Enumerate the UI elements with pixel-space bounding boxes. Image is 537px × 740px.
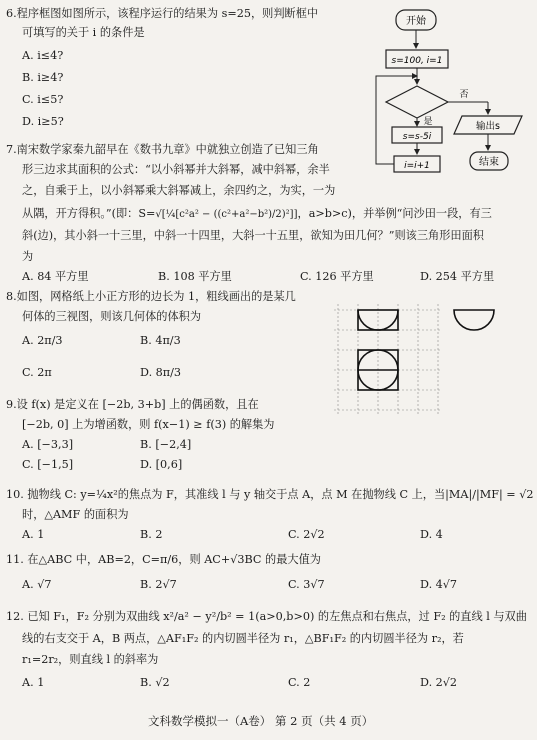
q6-option-a: A. i≤4? [22,49,64,62]
flowchart-update-s-label: s=s-5i [402,132,432,142]
q7-option-c: C. 126 平方里 [300,270,374,283]
q6-stem-line2: 可填写的关于 i 的条件是 [22,26,145,39]
q9-line1: 9.设 f(x) 是定义在 [−2b, 3+b] 上的偶函数，且在 [6,398,259,411]
q12-option-d: D. 2√2 [420,676,458,689]
q7-line6: 为 [22,250,34,263]
q8-option-b: B. 4π/3 [140,334,181,347]
q7-option-d: D. 254 平方里 [420,270,495,283]
q8-option-c: C. 2π [22,366,52,379]
flowchart-update-i-label: i=i+1 [404,161,430,171]
q11-option-d: D. 4√7 [420,578,458,591]
q10-line2: 时，△AMF 的面积为 [22,508,129,521]
q12-option-b: B. √2 [140,676,170,689]
q10-option-a: A. 1 [22,528,45,541]
q7-heron-formula: √[¼[c²a² − ((c²+a²−b²)/2)²]] [155,209,298,220]
q7-line4-end: ，a>b>c)，并举例“问沙田一段，有三 [297,207,492,220]
q7-line4-start: 从隅，开方得积。”(即：S= [22,207,156,220]
q10-option-d: D. 4 [420,528,443,541]
q7-line2: 形三边求其面积的公式：“以小斜幂并大斜幂，减中斜幂，余半 [22,163,330,176]
q11-option-b: B. 2√7 [140,578,177,591]
q8-option-a: A. 2π/3 [22,334,63,347]
q10-line1-start: 10. 抛物线 C: y= [6,488,97,501]
q6-stem-line1: 6.程序框图如图所示，该程序运行的结果为 s=25，则判断框中 [6,7,319,20]
three-view-figure [328,298,508,420]
q7-line5: 斜(边)，其小斜一十三里，中斜一十四里，大斜一十五里，欲知为田几何？”则该三角形田面积 [22,229,484,242]
flowchart-end-label: 结束 [479,157,499,168]
q9-option-c: C. [−1,5] [22,458,74,471]
q8-option-d: D. 8π/3 [140,366,182,379]
q12-option-a: A. 1 [22,676,45,689]
q7-option-b: B. 108 平方里 [158,270,232,283]
q10-option-c: C. 2√2 [288,528,325,541]
q6-option-d: D. i≥5? [22,115,64,128]
flowchart-decision [386,86,448,118]
q9-option-d: D. [0,6] [140,458,183,471]
q9-line2: [−2b, 0] 上为增函数，则 f(x−1) ≥ f(3) 的解集为 [22,418,275,431]
q12-line2: 线的右支交于 A，B 两点，△AF₁F₂ 的内切圆半径为 r₁，△BF₁F₂ 的内切圆半径为 r₂，若 [22,632,464,645]
q12-line1: 12. 已知 F₁，F₂ 分别为双曲线 x²/a² − y²/b² = 1(a>0,b>0) 的左焦点和右焦点，过 F₂ 的直线 l 与双曲 [6,610,527,623]
q6-option-c: C. i≤5? [22,93,64,106]
q11-option-c: C. 3√7 [288,578,325,591]
q7-line3: 之，自乘于上，以小斜幂乘大斜幂减上，余四约之，为实，一为 [22,184,336,197]
q7-option-a: A. 84 平方里 [22,270,89,283]
q8-line2: 何体的三视图，则该几何体的体积为 [22,310,202,323]
q10-line1 [6,488,533,502]
q7-line1: 7.南宋数学家秦九韶早在《数书九章》中就独立创造了已知三角 [6,143,319,156]
q6-option-b: B. i≥4? [22,71,64,84]
q12-option-c: C. 2 [288,676,311,689]
q10-option-b: B. 2 [140,528,163,541]
q11-option-a: A. √7 [22,578,52,591]
flowchart-start-label: 开始 [406,16,426,27]
q12-line3: r₁=2r₂，则直线 l 的斜率为 [22,653,159,666]
q9-option-a: A. [−3,3] [22,438,74,451]
q8-line1: 8.如图，网格纸上小正方形的边长为 1，粗线画出的是某几 [6,290,296,303]
q9-option-b: B. [−2,4] [140,438,192,451]
flowchart-diagram [368,4,530,182]
q10-ratio-condition: |MA|/|MF| = √2 [445,488,534,501]
flowchart-init-label: s=100, i=1 [391,56,443,66]
q7-line4 [22,207,492,222]
q10-line1-mid: 的焦点为 F，其准线 l 与 y 轴交于点 A，点 M 在抛物线 C 上，当 [117,488,446,501]
flowchart-output-label: 输出s [476,121,500,132]
flowchart-yes-label: 是 [423,117,433,127]
q10-parabola-eq: ¼x² [96,488,118,501]
side-view [454,310,494,330]
flowchart-no-label: 否 [459,90,469,100]
q11-line1: 11. 在△ABC 中，AB=2，C=π/6，则 AC+√3BC 的最大值为 [6,553,321,566]
page-footer: 文科数学模拟一（A卷） 第 2 页（共 4 页） [148,714,374,728]
